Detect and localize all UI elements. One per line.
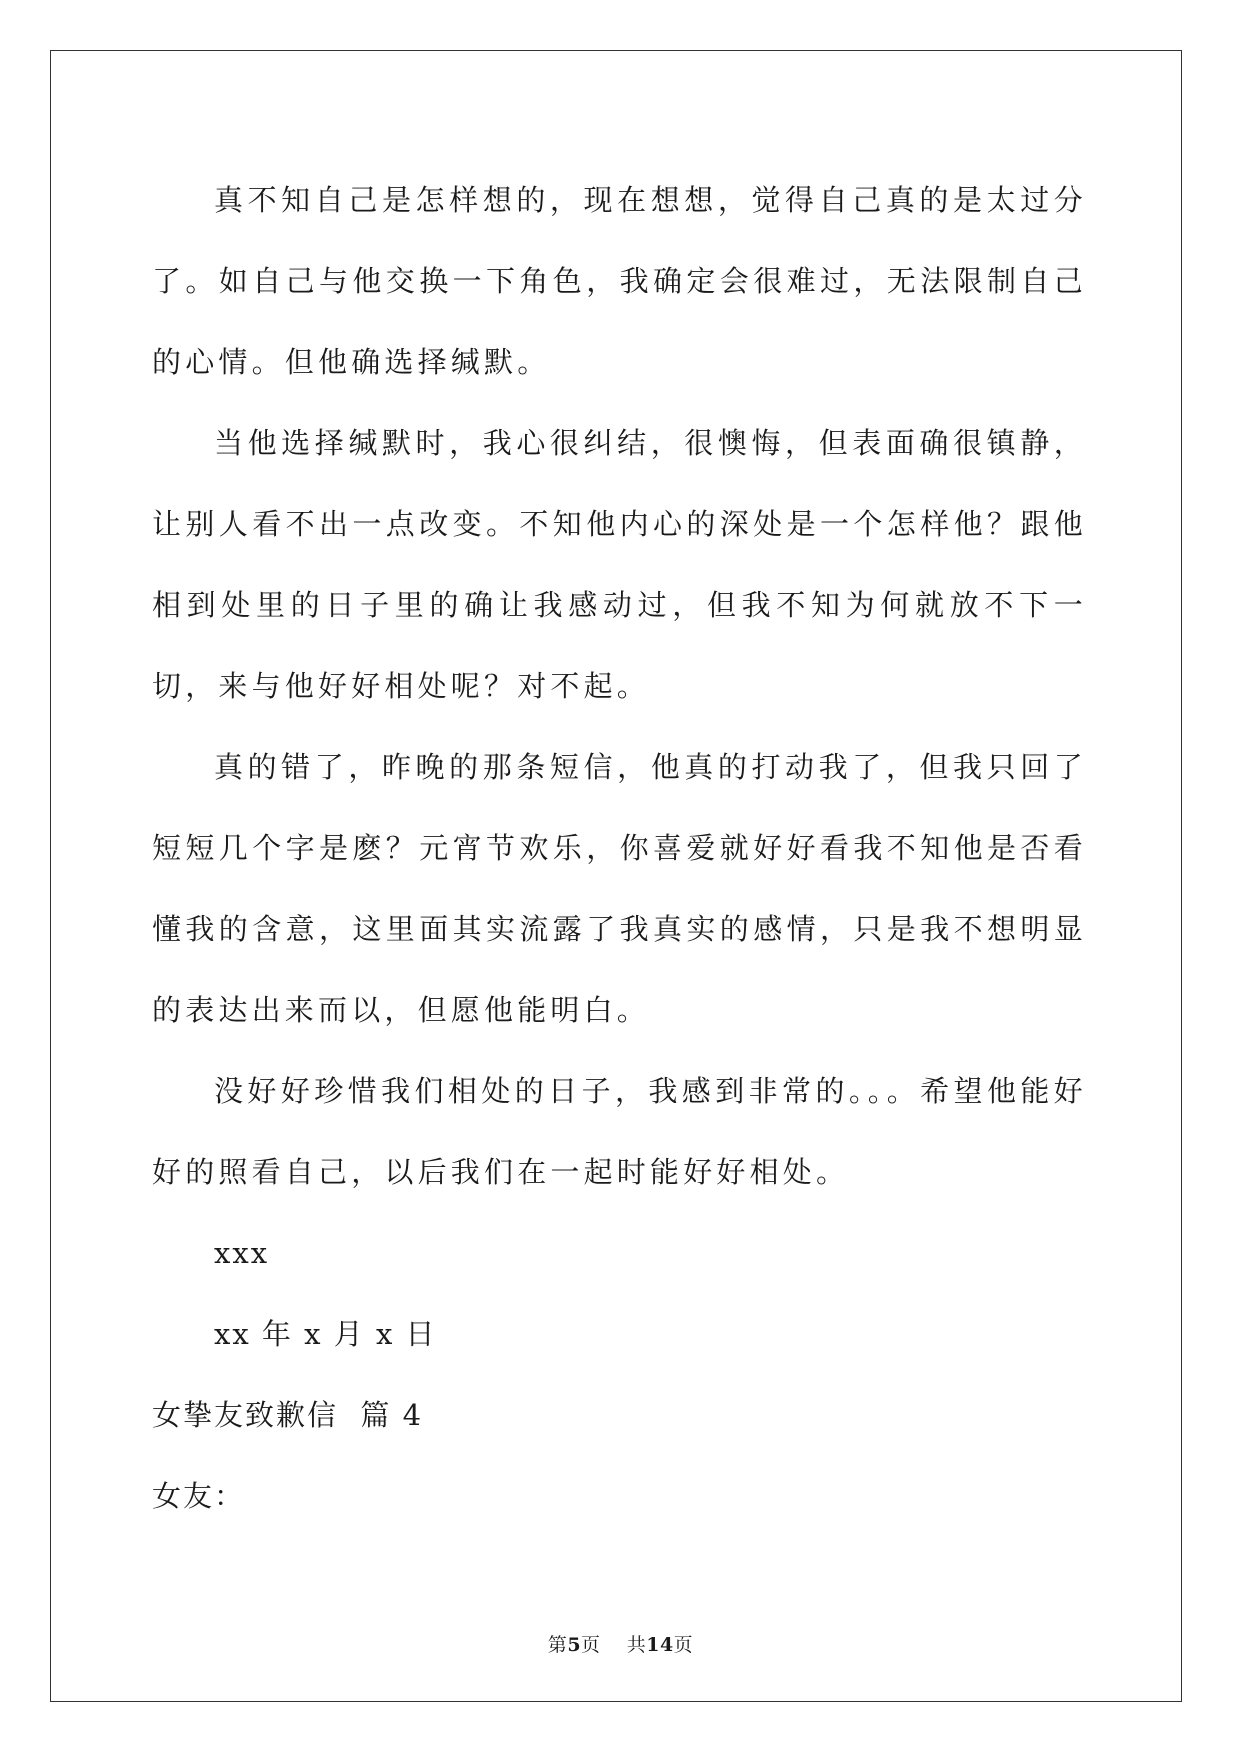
section-title: 女挚友致歉信 篇 4	[152, 1398, 424, 1432]
footer-page-mid: 页 共	[581, 1634, 647, 1656]
paragraph-2: 当他选择缄默时，我心很纠结，很懊悔，但表面确很镇静，让别人看不出一点改变。不知他内心的深处是一个怎样他？跟他相到处里的日子里的确让我感动过，但我不知为何就放不下一切，来与他好好相处呢？对不起。	[152, 426, 1087, 703]
signature: xxx	[214, 1236, 270, 1270]
paragraph-3: 真的错了，昨晚的那条短信，他真的打动我了，但我只回了短短几个字是麽？元宵节欢乐，你喜爱就好好看我不知他是否看懂我的含意，这里面其实流露了我真实的感情，只是我不想明显的表达出来而以，但愿他能明白。	[152, 750, 1087, 1027]
paragraph-4: 没好好珍惜我们相处的日子，我感到非常的。。。希望他能好好的照看自己，以后我们在一起时能好好相处。	[152, 1074, 1087, 1189]
paragraph-1: 真不知自己是怎样想的，现在想想，觉得自己真的是太过分了。如自己与他交换一下角色，我确定会很难过，无法限制自己的心情。但他确选择缄默。	[152, 183, 1087, 379]
footer-page-prefix: 第	[547, 1634, 568, 1656]
date-line: xx 年 x 月 x 日	[214, 1317, 437, 1351]
salutation: 女友：	[152, 1479, 246, 1513]
page-footer	[0, 1630, 1241, 1657]
footer-page-number: 5	[567, 1634, 582, 1656]
footer-page-suffix: 页	[673, 1634, 694, 1656]
document-body	[152, 160, 1087, 1537]
footer-page-total: 14	[646, 1634, 674, 1656]
